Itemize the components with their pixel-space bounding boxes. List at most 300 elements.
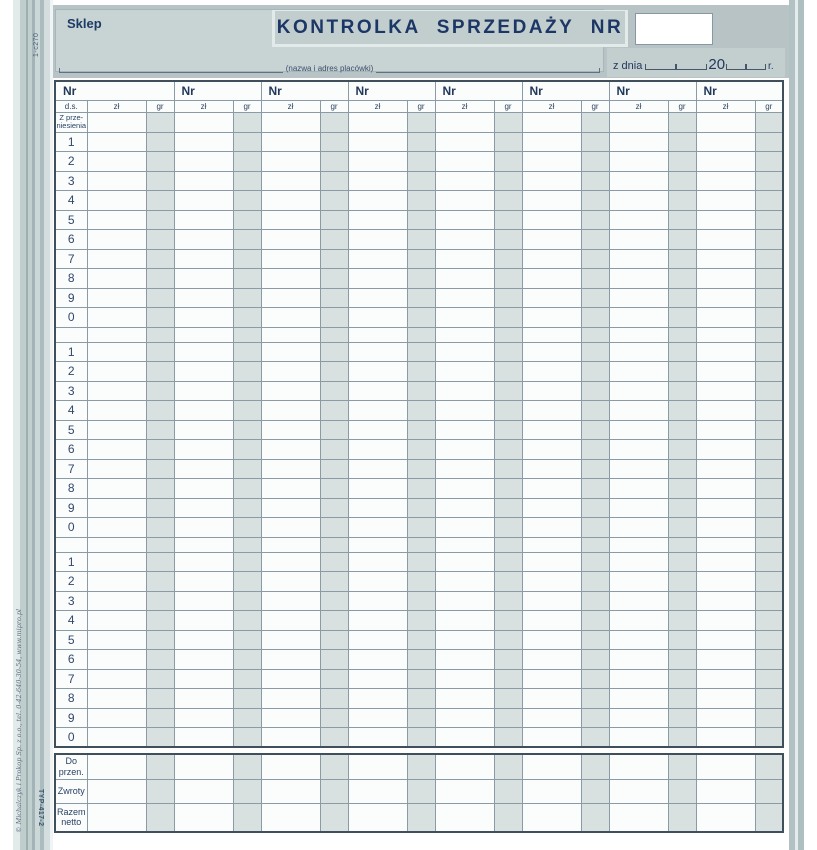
amount-cell-zl [174,420,233,440]
amount-cell-gr [755,249,783,269]
amount-cell-gr [320,572,348,592]
amount-cell-gr [494,669,522,689]
amount-cell-zl [261,152,320,172]
amount-cell-zl [522,132,581,152]
spacer-cell [696,537,755,552]
shop-label: Sklep [67,16,102,31]
title-panel [272,10,628,47]
amount-cell-zl [522,362,581,382]
row-number-cell: 1 [55,552,87,572]
amount-cell-gr [755,630,783,650]
amount-cell-gr [320,518,348,538]
amount-cell-gr [668,249,696,269]
amount-cell-zl [174,708,233,728]
amount-cell-gr [755,308,783,328]
amount-cell-zl [609,401,668,421]
amount-cell-gr [320,362,348,382]
amount-cell-zl [348,779,407,803]
row-number-cell: 4 [55,401,87,421]
amount-cell-gr [407,171,435,191]
amount-cell-zl [261,210,320,230]
amount-cell-zl [261,420,320,440]
amount-cell-gr [320,152,348,172]
amount-cell-gr [407,518,435,538]
amount-cell-zl [87,171,146,191]
amount-cell-zl [87,479,146,499]
amount-cell-gr [233,171,261,191]
amount-cell-gr [755,479,783,499]
amount-cell-gr [233,459,261,479]
amount-cell-gr [581,440,609,460]
table-row [55,362,783,382]
amount-cell-gr [146,803,174,832]
table-row [55,689,783,709]
amount-cell-zl [522,754,581,779]
subheader-zl: zł [87,100,146,112]
amount-cell-gr [755,381,783,401]
amount-cell-zl [522,152,581,172]
amount-cell-zl [174,611,233,631]
row-number-cell: 3 [55,591,87,611]
amount-cell-zl [87,381,146,401]
amount-cell-gr [233,381,261,401]
amount-cell-zl [261,269,320,289]
amount-cell-zl [348,689,407,709]
amount-cell-gr [581,650,609,670]
amount-cell-gr [494,779,522,803]
amount-cell-zl [174,191,233,211]
amount-cell-gr [668,552,696,572]
amount-cell-gr [581,630,609,650]
amount-cell-zl [87,288,146,308]
amount-cell-gr [146,669,174,689]
amount-cell-zl [696,630,755,650]
sales-grid [54,80,786,833]
amount-cell-zl [87,230,146,250]
row-number-cell: 3 [55,171,87,191]
amount-cell-gr [233,112,261,132]
amount-cell-zl [174,112,233,132]
amount-cell-zl [435,230,494,250]
amount-cell-zl [261,249,320,269]
subheader-zl: zł [435,100,494,112]
amount-cell-gr [407,288,435,308]
amount-cell-zl [261,591,320,611]
amount-cell-zl [261,728,320,748]
amount-cell-gr [407,269,435,289]
amount-cell-gr [668,342,696,362]
amount-cell-gr [320,708,348,728]
amount-cell-zl [261,459,320,479]
amount-cell-gr [668,498,696,518]
amount-cell-zl [609,191,668,211]
amount-cell-zl [261,708,320,728]
amount-cell-gr [407,650,435,670]
group-header-nr: Nr [522,81,609,100]
amount-cell-gr [320,630,348,650]
subheader-zl: zł [696,100,755,112]
amount-cell-zl [435,112,494,132]
spacer-cell [87,327,146,342]
amount-cell-zl [435,518,494,538]
amount-cell-gr [668,669,696,689]
amount-cell-gr [755,230,783,250]
amount-cell-gr [407,440,435,460]
group-header-nr: Nr [435,81,522,100]
amount-cell-gr [233,779,261,803]
amount-cell-zl [261,171,320,191]
amount-cell-zl [87,498,146,518]
row-number-cell: 0 [55,518,87,538]
amount-cell-gr [581,288,609,308]
amount-cell-gr [320,591,348,611]
amount-cell-gr [581,611,609,631]
amount-cell-gr [146,708,174,728]
subheader-zl: zł [348,100,407,112]
amount-cell-gr [668,708,696,728]
amount-cell-zl [174,342,233,362]
amount-cell-zl [87,362,146,382]
amount-cell-gr [494,171,522,191]
amount-cell-gr [755,498,783,518]
amount-cell-zl [435,779,494,803]
amount-cell-gr [581,708,609,728]
amount-cell-zl [522,171,581,191]
row-number-cell: 9 [55,708,87,728]
amount-cell-zl [348,650,407,670]
summary-row [55,754,783,779]
amount-cell-zl [435,362,494,382]
amount-cell-gr [320,650,348,670]
amount-cell-zl [522,779,581,803]
amount-cell-zl [609,572,668,592]
amount-cell-zl [348,611,407,631]
amount-cell-gr [494,650,522,670]
amount-cell-gr [494,152,522,172]
spacer-cell [435,537,494,552]
amount-cell-zl [87,420,146,440]
amount-cell-gr [146,728,174,748]
amount-cell-zl [261,132,320,152]
row-number-cell: 5 [55,420,87,440]
amount-cell-zl [87,611,146,631]
right-edge-fold [789,0,806,850]
amount-cell-zl [435,269,494,289]
amount-cell-zl [522,401,581,421]
amount-cell-gr [755,191,783,211]
subheader-gr: gr [146,100,174,112]
amount-cell-gr [755,362,783,382]
name-address-rule-right [376,68,600,73]
amount-cell-zl [261,440,320,460]
amount-cell-gr [494,708,522,728]
amount-cell-zl [696,498,755,518]
table-row [55,269,783,289]
amount-cell-gr [407,779,435,803]
name-address-line [59,64,600,73]
sub-header-row [55,100,783,112]
amount-cell-gr [146,401,174,421]
amount-cell-zl [696,669,755,689]
amount-cell-zl [174,689,233,709]
table-row [55,132,783,152]
amount-cell-gr [668,210,696,230]
amount-cell-gr [755,803,783,832]
amount-cell-zl [696,230,755,250]
amount-cell-zl [261,650,320,670]
amount-cell-gr [668,779,696,803]
amount-cell-gr [581,362,609,382]
amount-cell-zl [435,572,494,592]
amount-cell-gr [233,132,261,152]
amount-cell-zl [435,611,494,631]
amount-cell-gr [146,230,174,250]
amount-cell-zl [435,803,494,832]
amount-cell-gr [146,689,174,709]
amount-cell-gr [407,630,435,650]
group-header-nr: Nr [696,81,783,100]
amount-cell-zl [261,308,320,328]
amount-cell-gr [494,611,522,631]
amount-cell-gr [494,591,522,611]
amount-cell-gr [320,191,348,211]
date-day-field [645,64,676,70]
amount-cell-gr [494,362,522,382]
amount-cell-zl [261,630,320,650]
amount-cell-gr [494,552,522,572]
column-group-header-row [55,81,783,100]
row-number-cell: 9 [55,498,87,518]
amount-cell-gr [668,132,696,152]
amount-cell-gr [494,440,522,460]
subheader-ds: d.s. [55,100,87,112]
spacer-cell [320,537,348,552]
amount-cell-gr [320,249,348,269]
spacer-cell [233,537,261,552]
amount-cell-zl [522,381,581,401]
amount-cell-zl [522,288,581,308]
amount-cell-gr [146,611,174,631]
amount-cell-zl [696,288,755,308]
amount-cell-zl [174,210,233,230]
amount-cell-gr [755,401,783,421]
amount-cell-zl [87,191,146,211]
amount-cell-zl [696,342,755,362]
amount-cell-gr [494,230,522,250]
amount-cell-zl [435,342,494,362]
amount-cell-zl [87,342,146,362]
amount-cell-gr [320,611,348,631]
amount-cell-zl [261,803,320,832]
amount-cell-zl [522,342,581,362]
amount-cell-gr [755,420,783,440]
amount-cell-gr [755,132,783,152]
amount-cell-zl [522,112,581,132]
subheader-gr: gr [407,100,435,112]
amount-cell-zl [348,381,407,401]
amount-cell-zl [696,269,755,289]
row-number-cell: 8 [55,269,87,289]
amount-cell-gr [407,459,435,479]
amount-cell-zl [609,210,668,230]
table-row [55,518,783,538]
summary-label-cell: Zwroty [55,779,87,803]
amount-cell-gr [668,191,696,211]
amount-cell-zl [696,728,755,748]
row-number-cell: 9 [55,288,87,308]
table-row [55,381,783,401]
table-row [55,669,783,689]
amount-cell-zl [348,362,407,382]
amount-cell-gr [233,401,261,421]
summary-tbody [55,754,783,832]
amount-cell-gr [581,803,609,832]
spacer-cell [348,537,407,552]
amount-cell-zl [261,381,320,401]
amount-cell-zl [261,342,320,362]
amount-cell-gr [233,342,261,362]
amount-cell-zl [522,498,581,518]
amount-cell-zl [696,803,755,832]
amount-cell-gr [320,728,348,748]
amount-cell-gr [668,479,696,499]
amount-cell-gr [146,440,174,460]
spacer-cell [261,327,320,342]
amount-cell-gr [581,112,609,132]
amount-cell-zl [435,210,494,230]
table-row [55,308,783,328]
table-row [55,420,783,440]
amount-cell-gr [581,689,609,709]
amount-cell-gr [407,401,435,421]
amount-cell-zl [609,381,668,401]
amount-cell-zl [174,381,233,401]
amount-cell-gr [233,689,261,709]
amount-cell-zl [609,171,668,191]
amount-cell-gr [494,132,522,152]
amount-cell-zl [174,650,233,670]
block-spacer-row [55,327,783,342]
amount-cell-zl [261,689,320,709]
amount-cell-gr [581,459,609,479]
amount-cell-zl [261,669,320,689]
subheader-zl: zł [261,100,320,112]
amount-cell-zl [522,269,581,289]
amount-cell-zl [609,269,668,289]
row-number-cell: 5 [55,630,87,650]
amount-cell-zl [522,191,581,211]
amount-cell-gr [146,342,174,362]
amount-cell-gr [233,650,261,670]
amount-cell-zl [261,779,320,803]
amount-cell-zl [522,728,581,748]
spacer-cell [696,327,755,342]
amount-cell-zl [261,754,320,779]
amount-cell-zl [174,288,233,308]
row-number-cell: 7 [55,669,87,689]
subheader-gr: gr [320,100,348,112]
amount-cell-gr [494,479,522,499]
amount-cell-gr [320,288,348,308]
amount-cell-zl [696,650,755,670]
amount-cell-zl [348,308,407,328]
amount-cell-zl [522,650,581,670]
amount-cell-zl [348,171,407,191]
spacer-cell [348,327,407,342]
amount-cell-zl [348,230,407,250]
amount-cell-gr [407,308,435,328]
amount-cell-gr [494,269,522,289]
amount-cell-gr [755,572,783,592]
amount-cell-zl [348,191,407,211]
amount-cell-zl [696,420,755,440]
amount-cell-gr [146,754,174,779]
amount-cell-gr [755,779,783,803]
amount-cell-gr [755,591,783,611]
amount-cell-gr [581,552,609,572]
row-number-cell: 2 [55,362,87,382]
amount-cell-gr [320,342,348,362]
amount-cell-gr [581,498,609,518]
amount-cell-gr [407,420,435,440]
amount-cell-zl [348,342,407,362]
amount-cell-zl [696,459,755,479]
amount-cell-gr [407,362,435,382]
name-address-rule-left [59,68,283,73]
row-number-cell: 6 [55,650,87,670]
amount-cell-gr [146,591,174,611]
amount-cell-zl [174,779,233,803]
main-tbody [55,81,783,747]
amount-cell-zl [261,572,320,592]
row-number-cell: 1 [55,342,87,362]
amount-cell-gr [233,498,261,518]
row-number-cell: 4 [55,611,87,631]
amount-cell-zl [261,288,320,308]
group-header-nr: Nr [261,81,348,100]
table-row [55,591,783,611]
amount-cell-zl [87,518,146,538]
amount-cell-gr [581,401,609,421]
amount-cell-zl [696,754,755,779]
spacer-cell [146,537,174,552]
amount-cell-gr [755,171,783,191]
amount-cell-zl [435,459,494,479]
spacer-cell [174,327,233,342]
amount-cell-gr [233,611,261,631]
amount-cell-zl [435,728,494,748]
amount-cell-zl [87,669,146,689]
amount-cell-gr [668,754,696,779]
amount-cell-zl [609,362,668,382]
amount-cell-gr [581,269,609,289]
amount-cell-zl [174,728,233,748]
carry-forward-row [55,112,783,132]
amount-cell-zl [609,249,668,269]
amount-cell-gr [668,591,696,611]
amount-cell-gr [233,420,261,440]
amount-cell-zl [261,230,320,250]
amount-cell-zl [696,518,755,538]
amount-cell-zl [609,650,668,670]
amount-cell-zl [435,381,494,401]
amount-cell-zl [174,479,233,499]
amount-cell-zl [696,572,755,592]
amount-cell-zl [696,362,755,382]
amount-cell-gr [668,171,696,191]
amount-cell-gr [233,249,261,269]
amount-cell-zl [174,803,233,832]
